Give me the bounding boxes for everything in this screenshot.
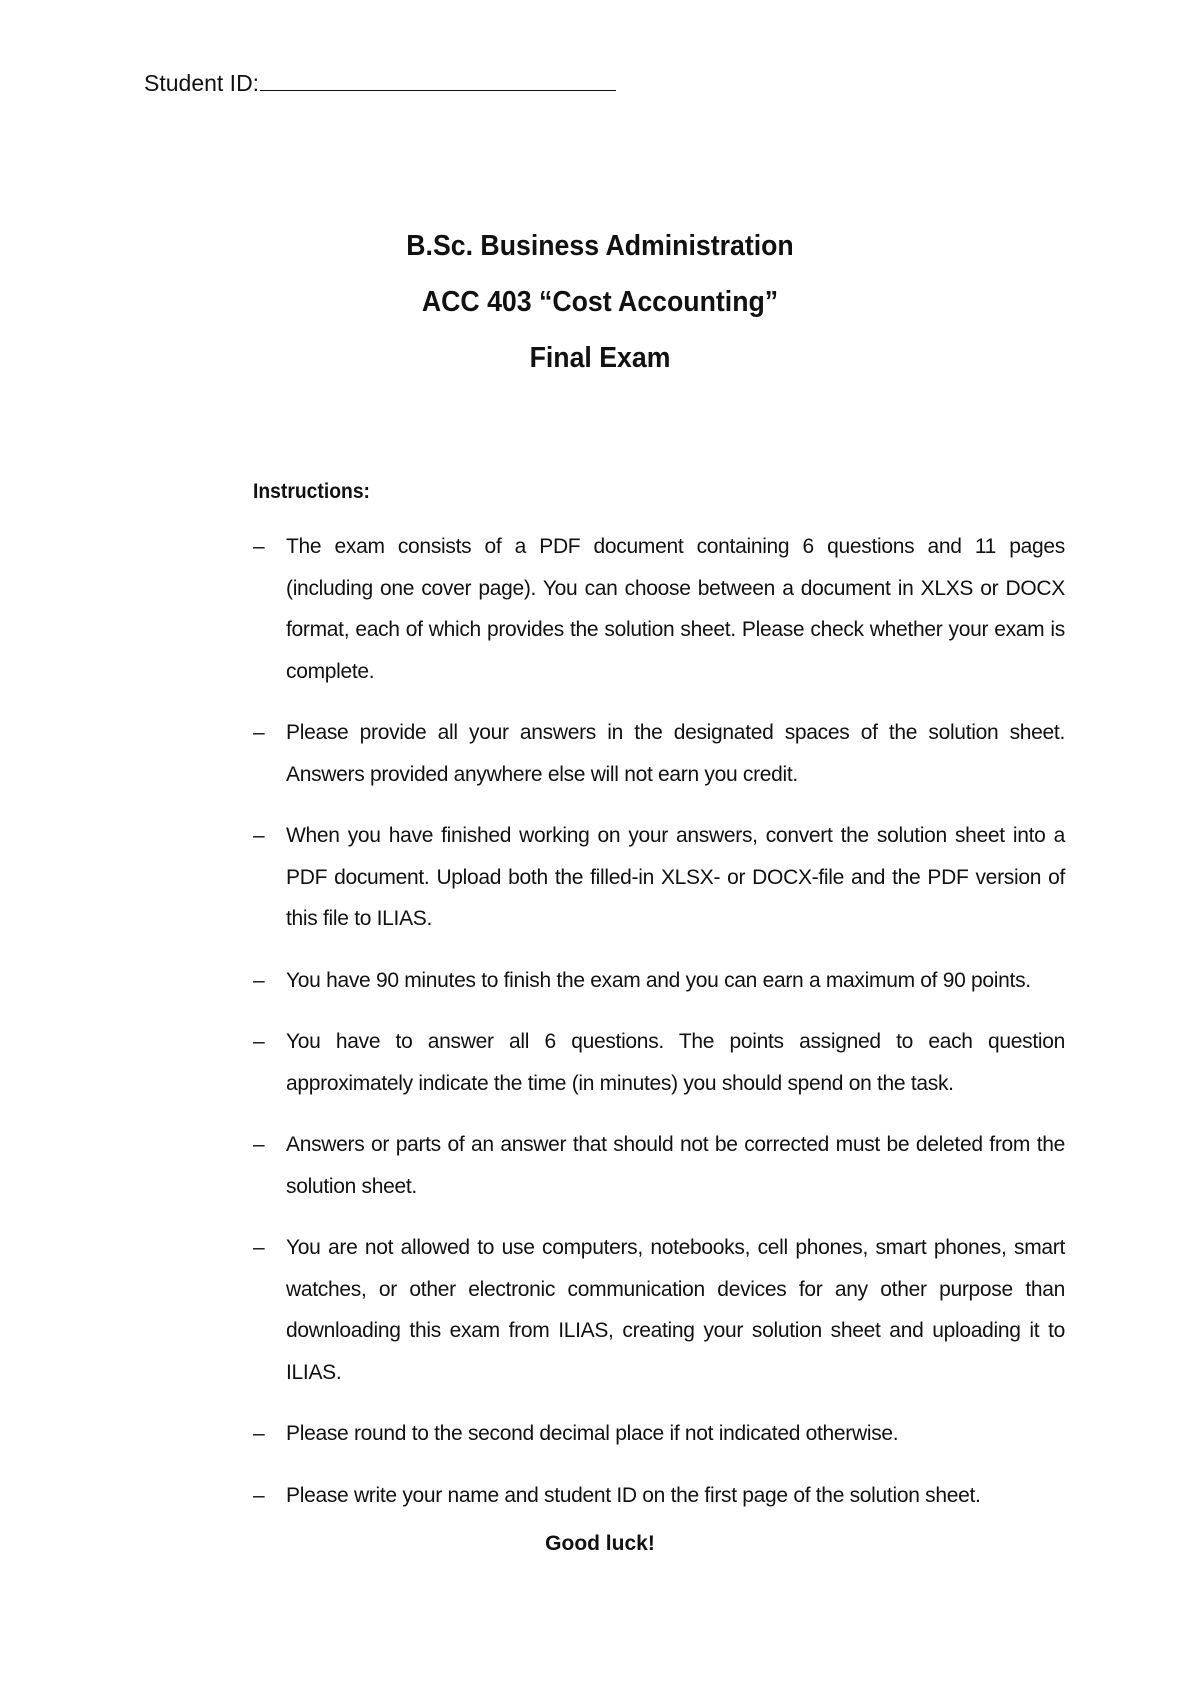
title-block [48,226,1152,394]
instruction-text: Please round to the second decimal place if not indicated otherwise. [286,1422,899,1445]
student-id-label: Student ID: [144,70,260,96]
instruction-text: When you have finished working on your answers, convert the solution sheet into a PDF document. Upload both the filled-in XLSX- or DOCX-file and the PDF version of this file to ILIAS. [286,824,1065,930]
list-item [253,712,1065,795]
dash-bullet: – [253,1236,265,1259]
instruction-text: The exam consists of a PDF document containing 6 questions and 11 pages (including one cover page). You can choose between a document in XLXS or DOCX format, each of which provides the solution sheet. Please check whether your exam is complete. [286,535,1065,683]
dash-bullet: – [253,1133,265,1156]
course-title: ACC 403 “Cost Accounting” [421,286,779,318]
instructions-section [253,480,1065,1536]
list-item [253,1475,1065,1517]
instruction-text: You have to answer all 6 questions. The points assigned to each question approximately indicate the time (in minutes) you should spend on the task. [286,1030,1065,1095]
dash-bullet: – [253,968,265,992]
good-luck-closing: Good luck! [545,1532,655,1555]
list-item [253,1413,1065,1455]
program-title: B.Sc. Business Administration [406,230,794,262]
instruction-text: Please provide all your answers in the designated spaces of the solution sheet. Answers provided anywhere else will not earn you credit. [286,721,1065,786]
list-item [253,1021,1065,1104]
dash-bullet: – [253,1422,265,1445]
student-id-blank [260,72,616,91]
instruction-text: Please write your name and student ID on the first page of the solution sheet. [286,1483,981,1507]
student-id-line [144,70,616,97]
list-item [253,960,1065,1002]
instructions-list [253,526,1065,1516]
dash-bullet: – [253,824,265,847]
dash-bullet: – [253,1483,265,1507]
instruction-text: You are not allowed to use computers, notebooks, cell phones, smart phones, smart watches, or other electronic communication devices for any other purpose than downloading this exam from ILIAS, creating your solution sheet and uploading it to ILIAS. [286,1236,1065,1384]
exam-title: Final Exam [529,342,671,374]
dash-bullet: – [253,535,265,558]
list-item [253,1227,1065,1393]
list-item [253,1124,1065,1207]
list-item [253,526,1065,692]
list-item [253,815,1065,940]
dash-bullet: – [253,1030,265,1053]
instructions-heading: Instructions: [253,480,370,503]
instruction-text: Answers or parts of an answer that should not be corrected must be deleted from the solution sheet. [286,1133,1065,1198]
instruction-text: You have 90 minutes to finish the exam and you can earn a maximum of 90 points. [286,968,1031,992]
dash-bullet: – [253,721,265,744]
